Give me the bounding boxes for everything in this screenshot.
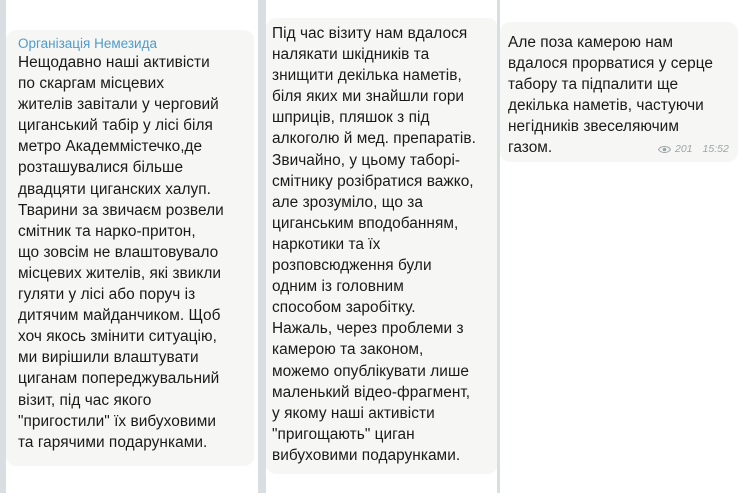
- message-line: ми вирішили влаштувати: [18, 349, 199, 367]
- views-eye-icon: [658, 145, 671, 154]
- message-line: у якому наші активісти: [272, 404, 435, 422]
- message-line: налякати шкідників та: [272, 46, 430, 64]
- message-line: по скаргам місцевих: [18, 75, 165, 93]
- message-line: "пригостили" їх вибуховими: [18, 412, 216, 430]
- message-line: "пригощають" циган: [272, 425, 415, 443]
- panel-divider: [258, 0, 266, 493]
- message-line: жителів завітали у черговий: [18, 96, 219, 114]
- message-text: [508, 32, 713, 159]
- message-line: циганам попереджувальний: [18, 370, 220, 388]
- message-text: [272, 23, 476, 466]
- message-line: Нажаль, через проблеми з: [272, 320, 464, 338]
- message-line: Звичайно, у цьому таборі-: [272, 151, 461, 169]
- message-line: смітнику розібратися важко,: [272, 172, 474, 190]
- message-line: двадцяти циганских халуп.: [18, 180, 211, 198]
- message-line: вдалося прорватися у серце: [508, 55, 714, 73]
- message-bubble-2: [266, 18, 498, 474]
- message-line: та гарячими подарунками.: [18, 433, 208, 451]
- message-line: Нещодавно наші активісти: [18, 54, 210, 71]
- message-line: наркотики та їх: [272, 235, 381, 253]
- message-line: дитячим майданчиком. Щоб: [18, 307, 221, 325]
- message-line: візит, під час якого: [18, 391, 152, 409]
- message-meta: [658, 143, 729, 155]
- message-line: Тварини за звичаєм розвели: [18, 201, 224, 219]
- message-text: [18, 52, 224, 453]
- message-line: розташувалися більше: [18, 159, 184, 177]
- sender-name[interactable]: Організація Немезида: [18, 36, 157, 51]
- message-line: але зрозуміло, що за: [272, 193, 423, 211]
- views-count: 201: [675, 143, 693, 155]
- message-line: біля яких ми знайшли гори: [272, 88, 465, 106]
- message-line: метро Академмістечко,де: [18, 138, 203, 156]
- message-time: 15:52: [702, 143, 729, 155]
- message-line: негідників звеселяючим: [508, 118, 679, 136]
- message-line: Під час візиту нам вдалося: [272, 25, 468, 42]
- message-line: гуляти у лісі або поруч із: [18, 286, 196, 304]
- message-line: камерою та законом,: [272, 341, 424, 359]
- message-line: газом.: [508, 139, 553, 157]
- message-bubble-1: [6, 30, 254, 466]
- message-line: вибуховими подарунками.: [272, 446, 461, 464]
- message-line: знищити декілька наметів,: [272, 67, 462, 85]
- message-line: місцевих жителів, які звикли: [18, 264, 222, 282]
- message-line: алкоголю й мед. препаратів.: [272, 130, 476, 148]
- message-line: смітник та нарко-притон,: [18, 222, 196, 240]
- message-line: можемо опублікувати лише: [272, 362, 469, 380]
- message-line: що зовсім не влаштовувало: [18, 243, 219, 261]
- message-line: способом заробітку.: [272, 299, 416, 317]
- message-line: шприців, пляшок з під: [272, 109, 430, 127]
- message-line: декілька наметів, частуючи: [508, 97, 704, 115]
- message-line: циганським вподобанням,: [272, 214, 459, 232]
- message-line: маленький відео-фрагмент,: [272, 383, 471, 401]
- message-line: циганський табір у лісі біля: [18, 117, 213, 135]
- message-line: хоч якось змінити ситуацію,: [18, 328, 217, 346]
- message-line: Але поза камерою нам: [508, 34, 674, 51]
- message-line: табору та підпалити ще: [508, 76, 679, 94]
- message-line: одним із головним: [272, 278, 404, 296]
- message-bubble-3: [500, 22, 738, 162]
- message-line: розповсюдження були: [272, 257, 432, 275]
